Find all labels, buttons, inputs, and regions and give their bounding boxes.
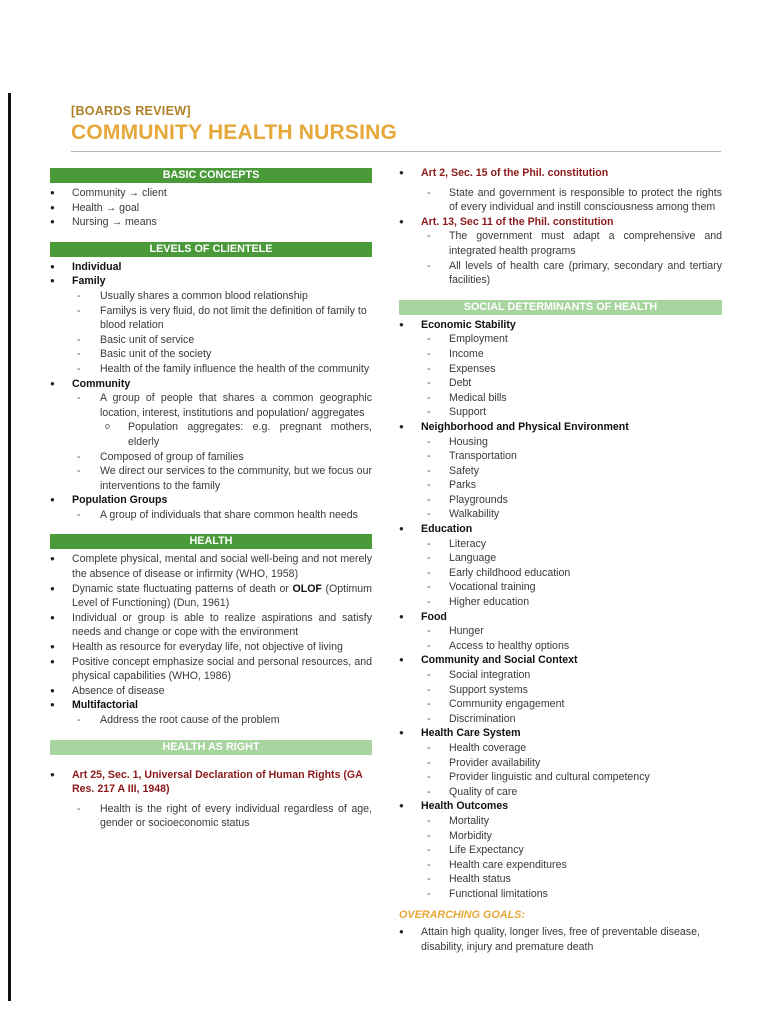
basic-concepts-list (50, 186, 372, 230)
page-title: COMMUNITY HEALTH NURSING (71, 121, 398, 144)
list-item: - Morbidity (399, 829, 722, 844)
list-item: - The government must adapt a comprehensive and integrated health programs (399, 229, 722, 258)
list-item: - Vocational training (399, 580, 722, 595)
list-item: o Population aggregates: e.g. pregnant mothers, elderly (50, 420, 372, 449)
list-item: - Expenses (399, 362, 722, 377)
family-label: Family (72, 275, 106, 288)
list-item: ● Health → goal (50, 201, 372, 216)
family-sublist (50, 289, 372, 377)
list-item: - Medical bills (399, 391, 722, 406)
list-item: ● Complete physical, mental and social well-being and not merely the absence of disease or infirmity (WHO, 1958) (50, 552, 372, 581)
page-border (8, 93, 11, 1001)
list-item: ● Nursing → means (50, 215, 372, 230)
list-item: ● Health as resource for everyday life, not objective of living (50, 640, 372, 655)
section-heading-basic-concepts: BASIC CONCEPTS (50, 168, 372, 183)
list-item: - Debt (399, 376, 722, 391)
list-item: - Access to healthy options (399, 639, 722, 654)
list-item: ● Community → client (50, 186, 372, 201)
list-item: - Support systems (399, 683, 722, 698)
list-item-individual: ● Individual (50, 260, 372, 275)
list-item: - Support (399, 405, 722, 420)
document-header (71, 104, 721, 152)
list-item: - Composed of group of families (50, 450, 372, 465)
right-column (399, 166, 722, 954)
list-item: ● Absence of disease (50, 684, 372, 699)
list-item: - Quality of care (399, 785, 722, 800)
list-item: - Language (399, 551, 722, 566)
list-item: - Employment (399, 332, 722, 347)
list-item: - Parks (399, 478, 722, 493)
list-item: - Provider linguistic and cultural competency (399, 770, 722, 785)
list-item: - Early childhood education (399, 566, 722, 581)
list-item: - Playgrounds (399, 493, 722, 508)
title-divider (71, 151, 721, 152)
determinant-group-label: ● Health Outcomes (399, 799, 722, 814)
section-heading-health: HEALTH (50, 534, 372, 549)
social-determinants-list (399, 318, 722, 902)
list-item: - Community engagement (399, 697, 722, 712)
list-item: - Health of the family influence the health of the community (50, 362, 372, 377)
list-item: - Basic unit of the society (50, 347, 372, 362)
list-item: - Health care expenditures (399, 858, 722, 873)
list-item: - A group of individuals that share common health needs (50, 508, 372, 523)
list-item: - All levels of health care (primary, secondary and tertiary facilities) (399, 259, 722, 288)
determinant-group-label: ● Economic Stability (399, 318, 722, 333)
list-item: ● Attain high quality, longer lives, free of preventable disease, disability, injury and premature death (399, 925, 722, 954)
list-item: - Housing (399, 435, 722, 450)
section-heading-social-determinants: SOCIAL DETERMINANTS OF HEALTH (399, 300, 722, 315)
list-item: - Discrimination (399, 712, 722, 727)
list-item-family (50, 274, 372, 289)
list-item: - Basic unit of service (50, 333, 372, 348)
article-13: ● Art. 13, Sec 11 of the Phil. constitution (399, 215, 722, 230)
list-item: - Life Expectancy (399, 843, 722, 858)
determinant-group-label: ● Education (399, 522, 722, 537)
left-column (50, 166, 372, 831)
list-item: - Functional limitations (399, 887, 722, 902)
community-sublist (50, 391, 372, 420)
list-item: - Safety (399, 464, 722, 479)
list-item: - Familys is very fluid, do not limit the definition of family to blood relation (50, 304, 372, 333)
list-item-multifactorial: ● Multifactorial (50, 698, 372, 713)
list-item: - A group of people that shares a common geographic location, interest, institutions and population/ aggregates (50, 391, 372, 420)
list-item-population-groups: ● Population Groups (50, 493, 372, 508)
eyebrow-label: [BOARDS REVIEW] (71, 104, 191, 118)
list-item: - Higher education (399, 595, 722, 610)
clientele-list (50, 260, 372, 289)
dynamic-text: Dynamic state fluctuating patterns of death or (72, 582, 293, 595)
dynamic-text-post: (Optimum Level of Functioning) (Dun, 1961) (72, 582, 372, 610)
list-item: - Address the root cause of the problem (50, 713, 372, 728)
health-list (50, 552, 372, 713)
list-item: - Provider availability (399, 756, 722, 771)
determinant-group-label: ● Health Care System (399, 726, 722, 741)
article-25: ● Art 25, Sec. 1, Universal Declaration of Human Rights (GA Res. 217 A III, 1948) (50, 768, 372, 797)
section-heading-levels-of-clientele: LEVELS OF CLIENTELE (50, 242, 372, 257)
list-item: - We direct our services to the community, but we focus our interventions to the family (50, 464, 372, 493)
determinant-group-label: ● Neighborhood and Physical Environment (399, 420, 722, 435)
overarching-goals-heading: OVERARCHING GOALS: (399, 908, 525, 921)
list-item: - Social integration (399, 668, 722, 683)
list-item-dynamic-state (50, 582, 372, 611)
list-item: - Transportation (399, 449, 722, 464)
olof-term: OLOF (292, 582, 322, 595)
list-item: ● Positive concept emphasize social and personal resources, and physical capabilities (WHO, 1986) (50, 655, 372, 684)
list-item: ● Individual or group is able to realize aspirations and satisfy needs and change or cope with the environment (50, 611, 372, 640)
determinant-group-label: ● Community and Social Context (399, 653, 722, 668)
section-heading-health-as-right: HEALTH AS RIGHT (50, 740, 372, 755)
list-item: - Hunger (399, 624, 722, 639)
list-item: - State and government is responsible to protect the rights of every individual and instill consciousness among them (399, 186, 722, 215)
list-item: - Health is the right of every individual regardless of age, gender or socioeconomic status (50, 802, 372, 831)
determinant-group-label: ● Food (399, 610, 722, 625)
list-item: - Usually shares a common blood relationship (50, 289, 372, 304)
list-item: - Income (399, 347, 722, 362)
list-item: - Health status (399, 872, 722, 887)
list-item: - Health coverage (399, 741, 722, 756)
list-item-community: ● Community (50, 377, 372, 392)
list-item: - Mortality (399, 814, 722, 829)
article-2: ● Art 2, Sec. 15 of the Phil. constitution (399, 166, 722, 181)
list-item: - Literacy (399, 537, 722, 552)
list-item: - Walkability (399, 507, 722, 522)
